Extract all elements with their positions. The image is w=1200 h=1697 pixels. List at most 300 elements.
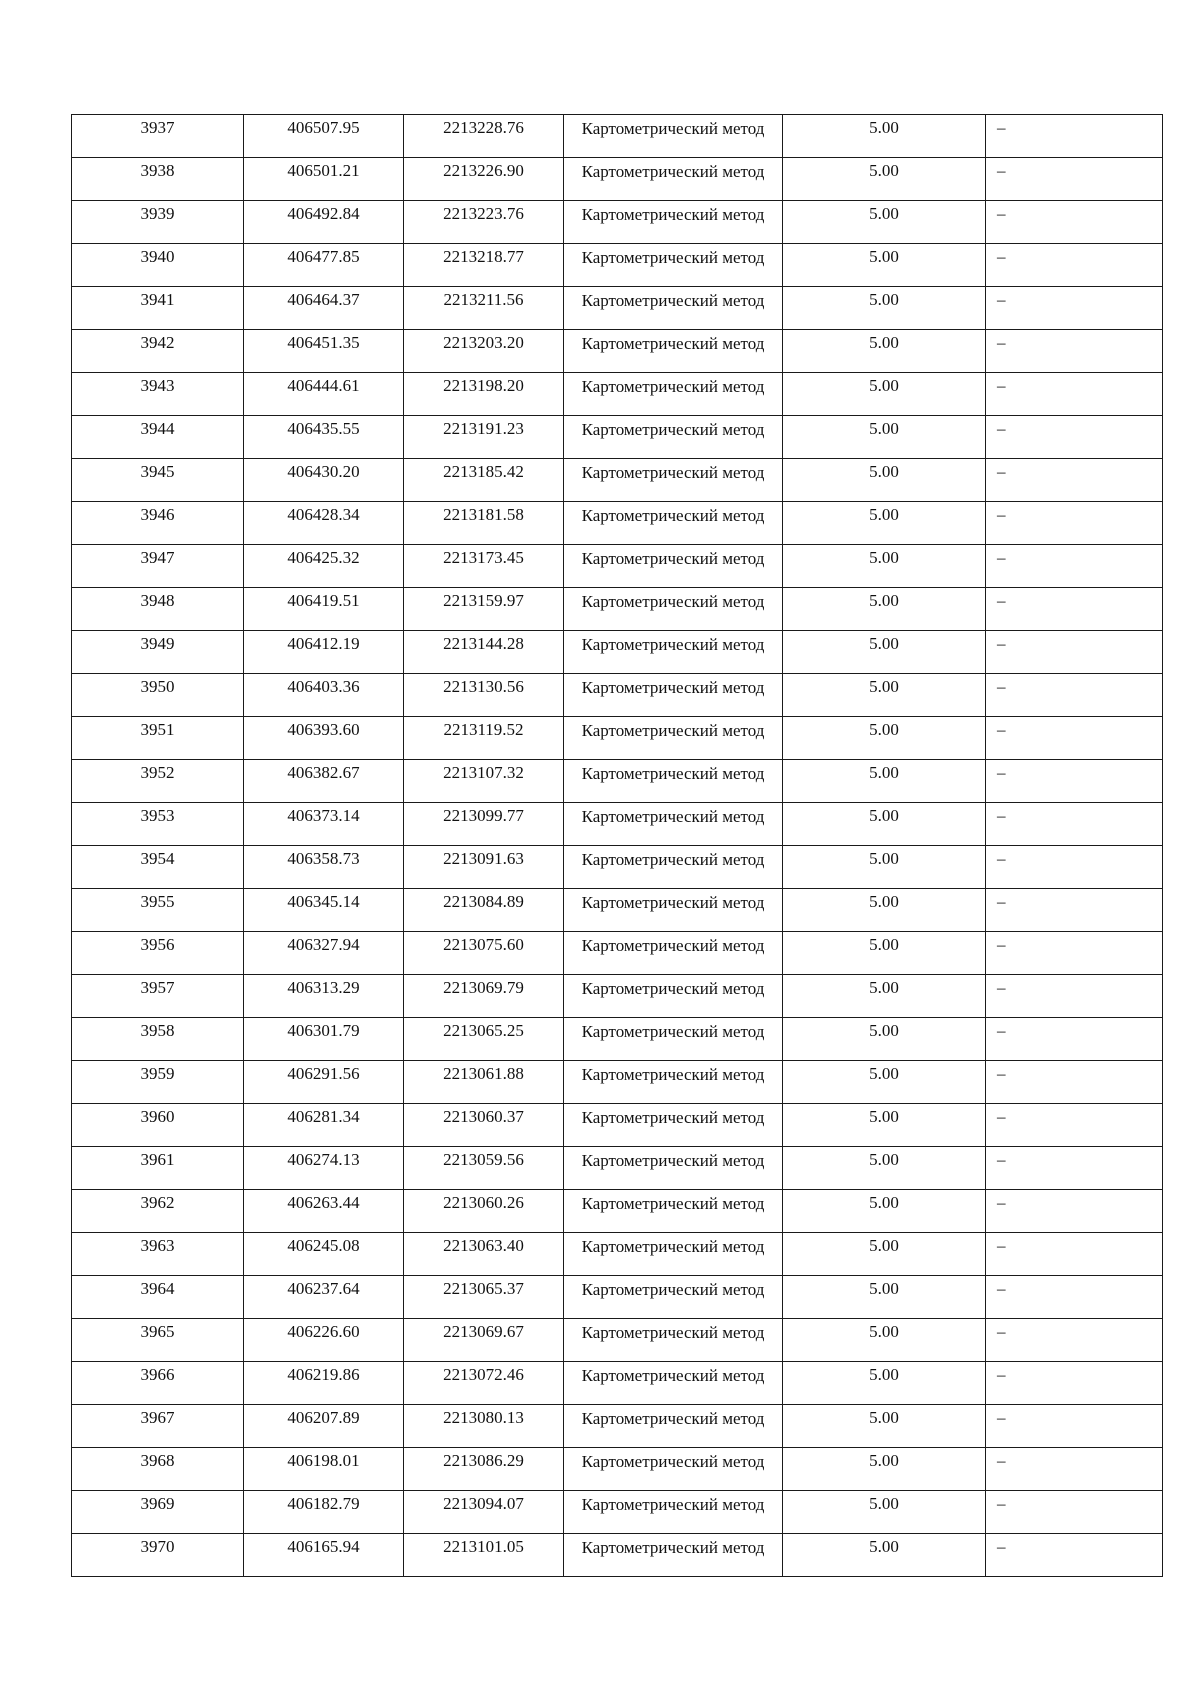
- note-cell: [986, 1276, 1163, 1319]
- method-cell: [564, 803, 783, 846]
- x-coordinate: 406428.34: [287, 505, 360, 524]
- method-text: Картометрический метод: [581, 893, 765, 912]
- note-cell: [986, 545, 1163, 588]
- point-number: 3966: [140, 1365, 175, 1384]
- y-coordinate: 2213094.07: [443, 1494, 524, 1513]
- x-coordinate-cell: [244, 717, 404, 760]
- accuracy-cell: [783, 287, 986, 330]
- method-cell: [564, 1104, 783, 1147]
- x-coordinate-cell: [244, 631, 404, 674]
- x-coordinate: 406464.37: [287, 290, 360, 309]
- table-row: [72, 158, 1163, 201]
- method-text: Картометрический метод: [581, 162, 765, 181]
- y-coordinate-cell: [404, 846, 564, 889]
- table-row: [72, 115, 1163, 158]
- method-text: Картометрический метод: [581, 549, 765, 568]
- x-coordinate: 406207.89: [287, 1408, 360, 1427]
- point-number-cell: [72, 932, 244, 975]
- y-coordinate: 2213080.13: [443, 1408, 524, 1427]
- x-coordinate: 406419.51: [287, 591, 360, 610]
- y-coordinate: 2213099.77: [443, 806, 524, 825]
- note-cell: [986, 1491, 1163, 1534]
- point-number-cell: [72, 545, 244, 588]
- method-cell: [564, 631, 783, 674]
- method-cell: [564, 373, 783, 416]
- accuracy-cell: [783, 1362, 986, 1405]
- accuracy-value: 5.00: [869, 1537, 899, 1556]
- point-number: 3965: [140, 1322, 175, 1341]
- method-text: Картометрический метод: [581, 1151, 765, 1170]
- note-cell: [986, 1233, 1163, 1276]
- accuracy-cell: [783, 373, 986, 416]
- method-text: Картометрический метод: [581, 291, 765, 310]
- method-text: Картометрический метод: [581, 1323, 765, 1342]
- point-number-cell: [72, 1405, 244, 1448]
- y-coordinate: 2213119.52: [443, 720, 524, 739]
- accuracy-value: 5.00: [869, 1064, 899, 1083]
- accuracy-cell: [783, 1018, 986, 1061]
- accuracy-cell: [783, 115, 986, 158]
- table-row: [72, 1104, 1163, 1147]
- method-cell: [564, 846, 783, 889]
- accuracy-value: 5.00: [869, 1365, 899, 1384]
- note-text: –: [997, 806, 1006, 825]
- method-text: Картометрический метод: [581, 592, 765, 611]
- y-coordinate-cell: [404, 1319, 564, 1362]
- x-coordinate: 406477.85: [287, 247, 360, 266]
- x-coordinate: 406263.44: [287, 1193, 360, 1212]
- x-coordinate-cell: [244, 416, 404, 459]
- method-text: Картометрический метод: [581, 463, 765, 482]
- point-number: 3950: [140, 677, 175, 696]
- point-number-cell: [72, 373, 244, 416]
- note-text: –: [997, 935, 1006, 954]
- x-coordinate: 406313.29: [287, 978, 360, 997]
- note-text: –: [997, 1537, 1006, 1556]
- method-cell: [564, 201, 783, 244]
- y-coordinate-cell: [404, 1491, 564, 1534]
- accuracy-cell: [783, 717, 986, 760]
- method-text: Картометрический метод: [581, 1065, 765, 1084]
- note-cell: [986, 330, 1163, 373]
- note-text: –: [997, 333, 1006, 352]
- y-coordinate-cell: [404, 201, 564, 244]
- method-cell: [564, 502, 783, 545]
- y-coordinate-cell: [404, 1061, 564, 1104]
- point-number: 3954: [140, 849, 175, 868]
- method-text: Картометрический метод: [581, 248, 765, 267]
- accuracy-cell: [783, 330, 986, 373]
- x-coordinate-cell: [244, 1491, 404, 1534]
- x-coordinate-cell: [244, 287, 404, 330]
- table-row: [72, 1362, 1163, 1405]
- point-number: 3939: [140, 204, 175, 223]
- method-text: Картометрический метод: [581, 807, 765, 826]
- accuracy-cell: [783, 1534, 986, 1577]
- y-coordinate-cell: [404, 1190, 564, 1233]
- note-cell: [986, 115, 1163, 158]
- point-number: 3948: [140, 591, 175, 610]
- accuracy-cell: [783, 803, 986, 846]
- point-number-cell: [72, 1276, 244, 1319]
- note-text: –: [997, 1064, 1006, 1083]
- note-text: –: [997, 1279, 1006, 1298]
- note-text: –: [997, 376, 1006, 395]
- y-coordinate-cell: [404, 1534, 564, 1577]
- method-cell: [564, 1534, 783, 1577]
- accuracy-value: 5.00: [869, 1451, 899, 1470]
- x-coordinate-cell: [244, 1233, 404, 1276]
- point-number-cell: [72, 803, 244, 846]
- note-text: –: [997, 1150, 1006, 1169]
- note-cell: [986, 1147, 1163, 1190]
- point-number-cell: [72, 588, 244, 631]
- accuracy-value: 5.00: [869, 1193, 899, 1212]
- accuracy-value: 5.00: [869, 505, 899, 524]
- y-coordinate-cell: [404, 975, 564, 1018]
- note-text: –: [997, 1451, 1006, 1470]
- table-row: [72, 1061, 1163, 1104]
- y-coordinate: 2213075.60: [443, 935, 524, 954]
- point-number-cell: [72, 1448, 244, 1491]
- x-coordinate: 406501.21: [287, 161, 360, 180]
- y-coordinate-cell: [404, 1104, 564, 1147]
- method-cell: [564, 889, 783, 932]
- table-row: [72, 1147, 1163, 1190]
- point-number-cell: [72, 115, 244, 158]
- accuracy-value: 5.00: [869, 419, 899, 438]
- method-text: Картометрический метод: [581, 850, 765, 869]
- x-coordinate: 406198.01: [287, 1451, 360, 1470]
- y-coordinate: 2213228.76: [443, 118, 524, 137]
- y-coordinate-cell: [404, 1276, 564, 1319]
- x-coordinate-cell: [244, 975, 404, 1018]
- y-coordinate-cell: [404, 545, 564, 588]
- note-text: –: [997, 720, 1006, 739]
- note-cell: [986, 1362, 1163, 1405]
- accuracy-cell: [783, 459, 986, 502]
- method-text: Картометрический метод: [581, 936, 765, 955]
- table-row: [72, 373, 1163, 416]
- x-coordinate-cell: [244, 201, 404, 244]
- x-coordinate: 406430.20: [287, 462, 360, 481]
- y-coordinate: 2213061.88: [443, 1064, 524, 1083]
- accuracy-value: 5.00: [869, 892, 899, 911]
- note-cell: [986, 1448, 1163, 1491]
- note-text: –: [997, 118, 1006, 137]
- method-text: Картометрический метод: [581, 334, 765, 353]
- point-number: 3955: [140, 892, 175, 911]
- method-cell: [564, 1448, 783, 1491]
- accuracy-cell: [783, 201, 986, 244]
- y-coordinate: 2213185.42: [443, 462, 524, 481]
- note-cell: [986, 416, 1163, 459]
- point-number-cell: [72, 717, 244, 760]
- method-cell: [564, 416, 783, 459]
- y-coordinate-cell: [404, 588, 564, 631]
- accuracy-cell: [783, 1491, 986, 1534]
- note-cell: [986, 287, 1163, 330]
- method-text: Картометрический метод: [581, 678, 765, 697]
- x-coordinate-cell: [244, 1362, 404, 1405]
- y-coordinate: 2213060.26: [443, 1193, 524, 1212]
- point-number: 3947: [140, 548, 175, 567]
- point-number-cell: [72, 158, 244, 201]
- point-number-cell: [72, 1491, 244, 1534]
- table-row: [72, 1448, 1163, 1491]
- method-text: Картометрический метод: [581, 764, 765, 783]
- method-cell: [564, 459, 783, 502]
- point-number-cell: [72, 1104, 244, 1147]
- accuracy-value: 5.00: [869, 591, 899, 610]
- method-cell: [564, 287, 783, 330]
- point-number-cell: [72, 459, 244, 502]
- y-coordinate: 2213191.23: [443, 419, 524, 438]
- note-cell: [986, 459, 1163, 502]
- y-coordinate: 2213144.28: [443, 634, 524, 653]
- point-number-cell: [72, 1061, 244, 1104]
- note-text: –: [997, 677, 1006, 696]
- accuracy-cell: [783, 158, 986, 201]
- method-cell: [564, 760, 783, 803]
- x-coordinate: 406182.79: [287, 1494, 360, 1513]
- note-text: –: [997, 763, 1006, 782]
- x-coordinate-cell: [244, 1147, 404, 1190]
- table-row: [72, 674, 1163, 717]
- x-coordinate: 406291.56: [287, 1064, 360, 1083]
- table-row: [72, 1276, 1163, 1319]
- method-text: Картометрический метод: [581, 420, 765, 439]
- note-cell: [986, 373, 1163, 416]
- point-number-cell: [72, 1233, 244, 1276]
- accuracy-cell: [783, 545, 986, 588]
- x-coordinate: 406435.55: [287, 419, 360, 438]
- note-text: –: [997, 591, 1006, 610]
- method-cell: [564, 1018, 783, 1061]
- y-coordinate-cell: [404, 373, 564, 416]
- method-cell: [564, 244, 783, 287]
- note-text: –: [997, 1236, 1006, 1255]
- x-coordinate-cell: [244, 932, 404, 975]
- accuracy-value: 5.00: [869, 1494, 899, 1513]
- method-text: Картометрический метод: [581, 1280, 765, 1299]
- point-number: 3953: [140, 806, 175, 825]
- x-coordinate-cell: [244, 846, 404, 889]
- accuracy-cell: [783, 889, 986, 932]
- method-text: Картометрический метод: [581, 1237, 765, 1256]
- table-row: [72, 631, 1163, 674]
- point-number-cell: [72, 975, 244, 1018]
- x-coordinate: 406226.60: [287, 1322, 360, 1341]
- accuracy-cell: [783, 1104, 986, 1147]
- accuracy-value: 5.00: [869, 806, 899, 825]
- point-number-cell: [72, 760, 244, 803]
- method-text: Картометрический метод: [581, 635, 765, 654]
- note-cell: [986, 502, 1163, 545]
- point-number: 3943: [140, 376, 175, 395]
- accuracy-cell: [783, 244, 986, 287]
- note-cell: [986, 932, 1163, 975]
- table-row: [72, 803, 1163, 846]
- method-cell: [564, 1319, 783, 1362]
- y-coordinate: 2213084.89: [443, 892, 524, 911]
- table-row: [72, 717, 1163, 760]
- point-number: 3949: [140, 634, 175, 653]
- method-cell: [564, 1233, 783, 1276]
- accuracy-value: 5.00: [869, 978, 899, 997]
- method-text: Картометрический метод: [581, 1538, 765, 1557]
- table-row: [72, 545, 1163, 588]
- table-row: [72, 287, 1163, 330]
- note-text: –: [997, 978, 1006, 997]
- y-coordinate-cell: [404, 803, 564, 846]
- note-cell: [986, 1061, 1163, 1104]
- x-coordinate: 406412.19: [287, 634, 360, 653]
- note-text: –: [997, 505, 1006, 524]
- accuracy-value: 5.00: [869, 118, 899, 137]
- point-number: 3959: [140, 1064, 175, 1083]
- method-cell: [564, 1061, 783, 1104]
- y-coordinate: 2213218.77: [443, 247, 524, 266]
- x-coordinate: 406237.64: [287, 1279, 360, 1298]
- accuracy-cell: [783, 975, 986, 1018]
- point-number-cell: [72, 1534, 244, 1577]
- x-coordinate-cell: [244, 545, 404, 588]
- y-coordinate-cell: [404, 158, 564, 201]
- accuracy-cell: [783, 1319, 986, 1362]
- y-coordinate: 2213091.63: [443, 849, 524, 868]
- x-coordinate-cell: [244, 1190, 404, 1233]
- y-coordinate-cell: [404, 416, 564, 459]
- x-coordinate-cell: [244, 889, 404, 932]
- accuracy-value: 5.00: [869, 376, 899, 395]
- x-coordinate-cell: [244, 760, 404, 803]
- accuracy-value: 5.00: [869, 935, 899, 954]
- note-text: –: [997, 1193, 1006, 1212]
- note-cell: [986, 760, 1163, 803]
- x-coordinate: 406403.36: [287, 677, 360, 696]
- accuracy-cell: [783, 1233, 986, 1276]
- y-coordinate: 2213198.20: [443, 376, 524, 395]
- point-number-cell: [72, 201, 244, 244]
- point-number: 3942: [140, 333, 175, 352]
- y-coordinate: 2213173.45: [443, 548, 524, 567]
- x-coordinate-cell: [244, 373, 404, 416]
- y-coordinate-cell: [404, 1448, 564, 1491]
- accuracy-value: 5.00: [869, 247, 899, 266]
- y-coordinate-cell: [404, 330, 564, 373]
- y-coordinate-cell: [404, 459, 564, 502]
- accuracy-cell: [783, 674, 986, 717]
- y-coordinate: 2213203.20: [443, 333, 524, 352]
- x-coordinate: 406444.61: [287, 376, 360, 395]
- method-text: Картометрический метод: [581, 1366, 765, 1385]
- note-cell: [986, 631, 1163, 674]
- x-coordinate: 406373.14: [287, 806, 360, 825]
- accuracy-value: 5.00: [869, 1107, 899, 1126]
- note-text: –: [997, 1322, 1006, 1341]
- point-number-cell: [72, 631, 244, 674]
- point-number-cell: [72, 1319, 244, 1362]
- method-text: Картометрический метод: [581, 1194, 765, 1213]
- table-row: [72, 1491, 1163, 1534]
- accuracy-cell: [783, 1190, 986, 1233]
- accuracy-cell: [783, 1147, 986, 1190]
- y-coordinate-cell: [404, 674, 564, 717]
- point-number: 3938: [140, 161, 175, 180]
- table-row: [72, 1534, 1163, 1577]
- note-cell: [986, 1319, 1163, 1362]
- y-coordinate: 2213065.37: [443, 1279, 524, 1298]
- y-coordinate-cell: [404, 1405, 564, 1448]
- method-text: Картометрический метод: [581, 1452, 765, 1471]
- y-coordinate-cell: [404, 932, 564, 975]
- accuracy-cell: [783, 1276, 986, 1319]
- method-cell: [564, 1405, 783, 1448]
- x-coordinate-cell: [244, 674, 404, 717]
- point-number: 3937: [140, 118, 175, 137]
- note-cell: [986, 1405, 1163, 1448]
- x-coordinate-cell: [244, 1534, 404, 1577]
- note-cell: [986, 717, 1163, 760]
- table-row: [72, 244, 1163, 287]
- accuracy-cell: [783, 1405, 986, 1448]
- note-text: –: [997, 204, 1006, 223]
- point-number-cell: [72, 287, 244, 330]
- y-coordinate: 2213130.56: [443, 677, 524, 696]
- x-coordinate: 406451.35: [287, 333, 360, 352]
- y-coordinate: 2213069.79: [443, 978, 524, 997]
- x-coordinate-cell: [244, 1061, 404, 1104]
- accuracy-value: 5.00: [869, 290, 899, 309]
- note-text: –: [997, 1408, 1006, 1427]
- table-row: [72, 1319, 1163, 1362]
- table-row: [72, 932, 1163, 975]
- table-row: [72, 201, 1163, 244]
- x-coordinate-cell: [244, 1319, 404, 1362]
- note-text: –: [997, 1021, 1006, 1040]
- x-coordinate: 406345.14: [287, 892, 360, 911]
- table-row: [72, 416, 1163, 459]
- note-cell: [986, 846, 1163, 889]
- note-text: –: [997, 1494, 1006, 1513]
- note-cell: [986, 201, 1163, 244]
- y-coordinate-cell: [404, 631, 564, 674]
- method-text: Картометрический метод: [581, 1022, 765, 1041]
- y-coordinate-cell: [404, 244, 564, 287]
- x-coordinate-cell: [244, 330, 404, 373]
- x-coordinate: 406301.79: [287, 1021, 360, 1040]
- point-number-cell: [72, 244, 244, 287]
- note-cell: [986, 244, 1163, 287]
- point-number-cell: [72, 846, 244, 889]
- accuracy-value: 5.00: [869, 1236, 899, 1255]
- x-coordinate: 406358.73: [287, 849, 360, 868]
- x-coordinate-cell: [244, 1448, 404, 1491]
- y-coordinate: 2213059.56: [443, 1150, 524, 1169]
- point-number-cell: [72, 889, 244, 932]
- accuracy-value: 5.00: [869, 1408, 899, 1427]
- point-number: 3964: [140, 1279, 175, 1298]
- point-number-cell: [72, 330, 244, 373]
- method-cell: [564, 1147, 783, 1190]
- method-text: Картометрический метод: [581, 506, 765, 525]
- note-text: –: [997, 548, 1006, 567]
- table-row: [72, 1190, 1163, 1233]
- accuracy-value: 5.00: [869, 333, 899, 352]
- method-cell: [564, 717, 783, 760]
- x-coordinate: 406382.67: [287, 763, 360, 782]
